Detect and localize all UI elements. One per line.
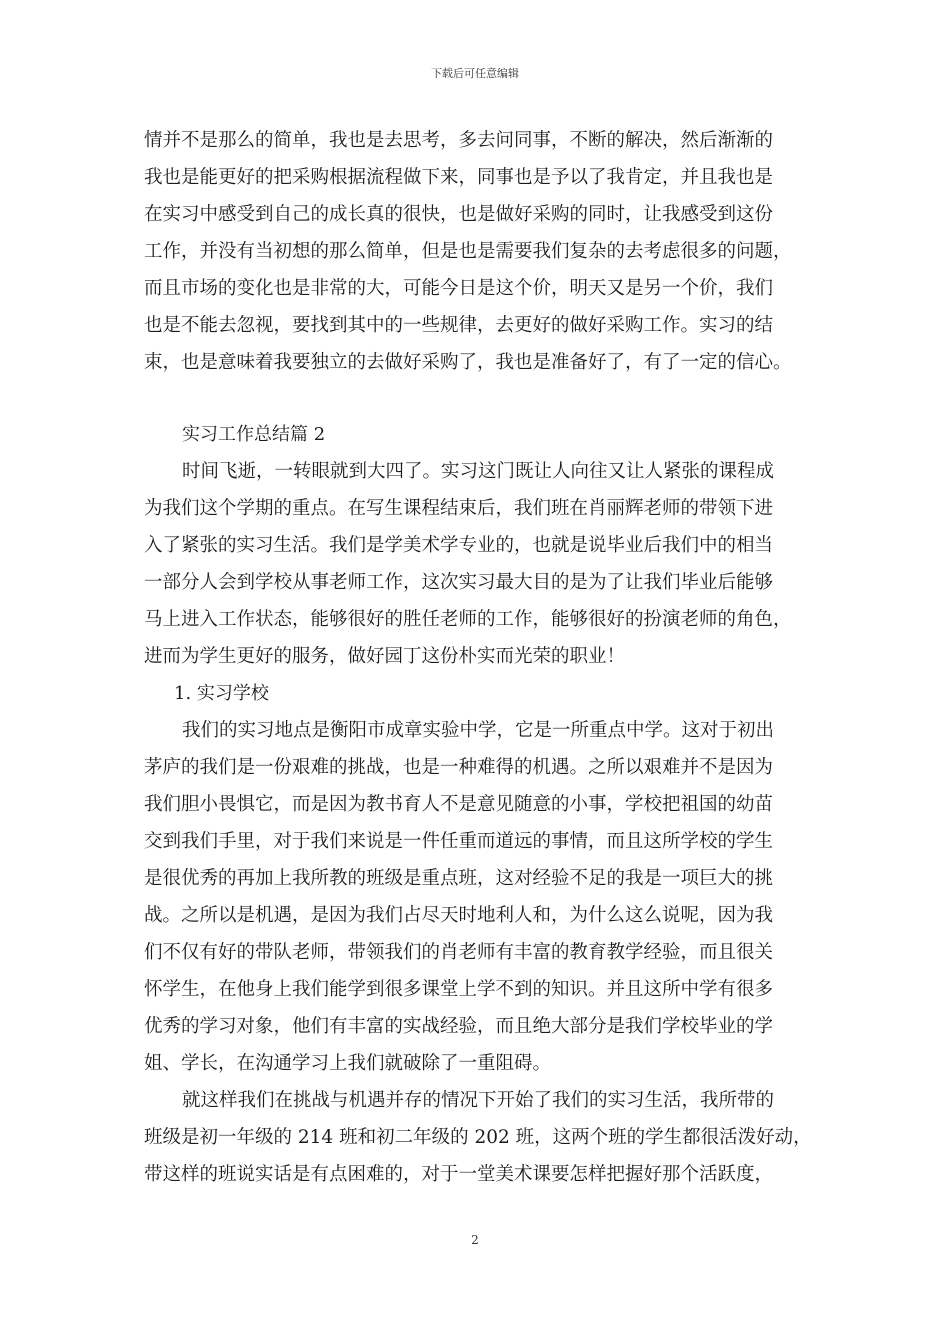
page-number: 2 [471,1233,479,1247]
document-body [144,122,824,1193]
text-line: 时间飞逝，一转眼就到大四了。实习这门既让人向往又让人紧张的课程成 [182,461,775,482]
text-line: 交到我们手里，对于我们来说是一件任重而道远的事情，而且这所学校的学生 [144,831,774,852]
text-line: 入了紧张的实习生活。我们是学美术学专业的，也就是说毕业后我们中的相当 [144,535,774,556]
text-line: 战。之所以是机遇，是因为我们占尽天时地利人和，为什么这么说呢，因为我 [144,905,774,926]
text-line: 进而为学生更好的服务，做好园丁这份朴实而光荣的职业！ [144,646,626,667]
section-title: 实习工作总结篇 2 [182,424,326,445]
paragraph-continued [144,122,824,381]
text-line: 我们胆小畏惧它，而是因为教书育人不是意见随意的小事，学校把祖国的幼苗 [144,794,774,815]
text-line: 在实习中感受到自己的成长真的很快，也是做好采购的同时，让我感受到这份 [144,204,774,225]
paragraph-classes [144,1082,824,1193]
paragraph-gap [144,381,824,417]
text-line: 带这样的班说实话是有点困难的，对于一堂美术课要怎样把握好那个活跃度， [144,1164,774,1185]
text-line: 束，也是意味着我要独立的去做好采购了，我也是准备好了，有了一定的信心。 [144,352,792,373]
subsection-title: 1. 实习学校 [174,683,269,704]
text-line: 是很优秀的再加上我所教的班级是重点班，这对经验不足的我是一项巨大的挑 [144,868,774,889]
text-line: 一部分人会到学校从事老师工作，这次实习最大目的是为了让我们毕业后能够 [144,572,774,593]
paragraph-school [144,712,824,1082]
text-line: 就这样我们在挑战与机遇并存的情况下开始了我们的实习生活，我所带的 [182,1090,775,1111]
text-line: 而且市场的变化也是非常的大，可能今日是这个价，明天又是另一个价，我们 [144,278,774,299]
text-line: 我也是能更好的把采购根据流程做下来，同事也是予以了我肯定，并且我也是 [144,167,774,188]
text-line: 也是不能去忽视，要找到其中的一些规律，去更好的做好采购工作。实习的结 [144,315,774,336]
text-line: 工作，并没有当初想的那么简单，但是也是需要我们复杂的去考虑很多的问题， [144,241,792,262]
text-line: 们不仅有好的带队老师，带领我们的肖老师有丰富的教育教学经验，而且很关 [144,942,774,963]
text-line: 姐、学长，在沟通学习上我们就破除了一重阻碍。 [144,1053,552,1074]
text-line: 班级是初一年级的 214 班和初二年级的 202 班，这两个班的学生都很活泼好动， [144,1127,812,1148]
text-line: 茅庐的我们是一份艰难的挑战，也是一种难得的机遇。之所以艰难并不是因为 [144,757,774,778]
text-line: 我们的实习地点是衡阳市成章实验中学，它是一所重点中学。这对于初出 [182,720,775,741]
text-line: 情并不是那么的简单，我也是去思考，多去问同事，不断的解决，然后渐渐的 [144,130,774,151]
paragraph-intro [144,453,824,675]
text-line: 优秀的学习对象，他们有丰富的实战经验，而且绝大部分是我们学校毕业的学 [144,1016,774,1037]
text-line: 怀学生，在他身上我们能学到很多课堂上学不到的知识。并且这所中学有很多 [144,979,774,1000]
page-header: 下载后可任意编辑 [431,67,519,80]
text-line: 为我们这个学期的重点。在写生课程结束后，我们班在肖丽辉老师的带领下进 [144,498,774,519]
text-line: 马上进入工作状态，能够很好的胜任老师的工作，能够很好的扮演老师的角色， [144,609,792,630]
